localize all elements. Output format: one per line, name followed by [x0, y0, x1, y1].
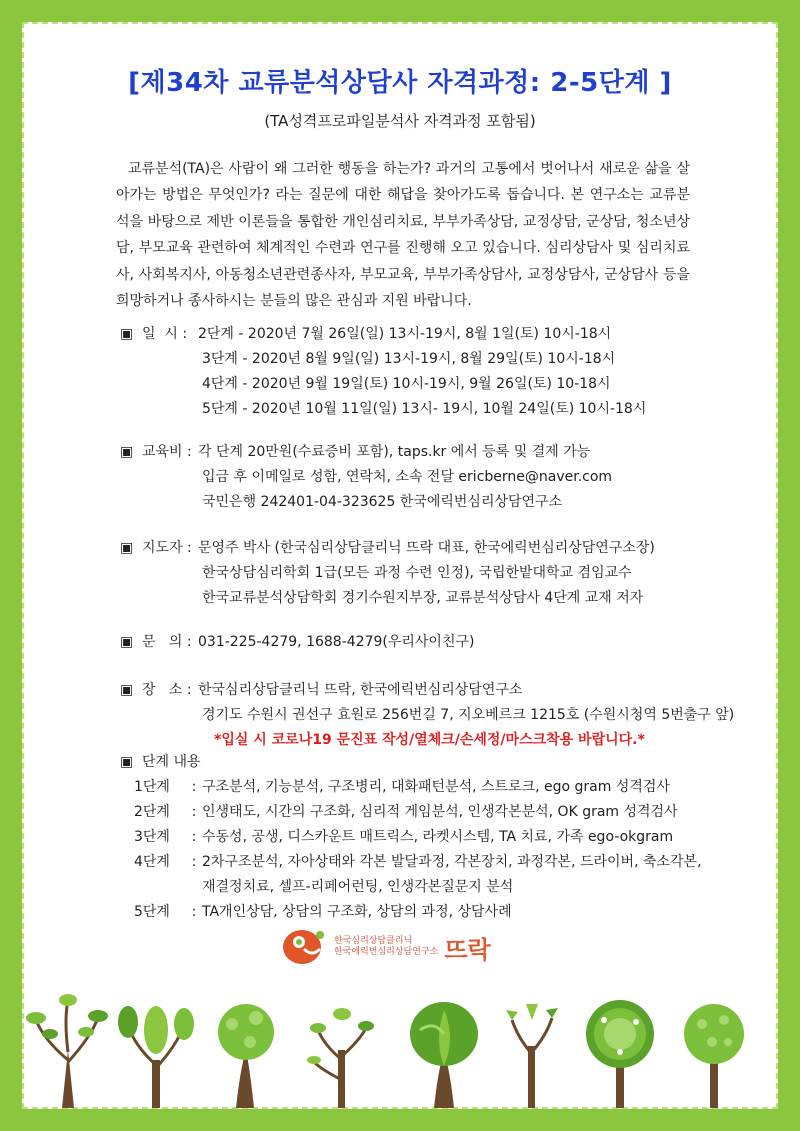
- stage-name: 2단계: [134, 804, 170, 820]
- stage-row: [120, 900, 702, 925]
- stage-name: 4단계: [134, 854, 170, 870]
- fee-line: 국민은행 242401-04-323625 한국에릭번심리상담연구소: [202, 494, 563, 510]
- logo-brand: 뜨락: [444, 935, 491, 964]
- stage-row: [120, 800, 702, 825]
- stage-separator: :: [191, 904, 197, 920]
- contact-section: [120, 630, 474, 655]
- schedule-line: 2단계 - 2020년 7월 26일(일) 13시-19시, 8월 1일(토) 10시-18시: [198, 326, 612, 342]
- stage-row: [120, 825, 702, 850]
- instructor-line: 한국상담심리학회 1급(모든 과정 수련 인정), 국립한밭대학교 겸임교수: [202, 565, 632, 581]
- place-section: [120, 678, 734, 753]
- tree-icon: [26, 994, 108, 1108]
- tree-icon: [684, 1004, 744, 1108]
- page-subtitle: (TA성격프로파일분석사 자격과정 포함됨): [264, 112, 536, 130]
- fee-line: 각 단계 20만원(수료증비 포함), taps.kr 에서 등록 및 결제 가능: [198, 444, 591, 460]
- stage-content: 구조분석, 기능분석, 구조병리, 대화패턴분석, 스트로크, ego gram 성격검사: [202, 779, 670, 795]
- section-bullet: ▣: [120, 540, 134, 556]
- clinic-logo: [282, 926, 491, 968]
- stages-section: [120, 750, 702, 925]
- stage-row: [120, 850, 702, 875]
- tree-icon: [218, 1004, 274, 1108]
- page-title: [제34차 교류분석상담사 자격과정: 2-5단계 ]: [128, 68, 672, 98]
- place-label: 장 소 :: [142, 682, 192, 698]
- logo-text: [334, 930, 491, 965]
- fee-section: [120, 440, 612, 515]
- schedule-line: 4단계 - 2020년 9월 19일(토) 10시-19시, 9월 26일(토) 10-18시: [202, 376, 611, 392]
- stage-content: 인생태도, 시간의 구조화, 심리적 게임분석, 인생각본분석, OK gram 성격검사: [202, 804, 678, 820]
- contact-phone: 031-225-4279, 1688-4279(우리사이친구): [198, 634, 475, 650]
- stage-name: 3단계: [134, 829, 170, 845]
- stage-separator: :: [191, 854, 197, 870]
- stage-separator: :: [191, 829, 197, 845]
- stage-content-continued: 재결정치료, 셀프-리페어런팅, 인생각본질문지 분석: [202, 879, 514, 895]
- stage-name: 1단계: [134, 779, 170, 795]
- stage-separator: :: [191, 779, 197, 795]
- stages-label: 단계 내용: [142, 754, 201, 770]
- schedule-label: 일 시 :: [142, 326, 188, 342]
- stage-row: [120, 775, 702, 800]
- schedule-line: 5단계 - 2020년 10월 11일(일) 13시- 19시, 10월 24일(토) 10시-18시: [202, 401, 647, 417]
- place-address: 경기도 수원시 권선구 효원로 256번길 7, 지오베르크 1215호 (수원시청역 5번출구 앞): [202, 707, 735, 723]
- fee-line: 입금 후 이메일로 성함, 연락처, 소속 전달 ericberne@naver.com: [202, 469, 613, 485]
- instructor-line: 문영주 박사 (한국심리상담클리닉 뜨락 대표, 한국에릭번심리상담연구소장): [198, 540, 655, 556]
- schedule-section: [120, 322, 646, 422]
- stage-content: 2차구조분석, 자아상태와 각본 발달과정, 각본장치, 과정각본, 드라이버, 축소각본,: [202, 854, 702, 870]
- decorative-trees-illustration: [24, 990, 776, 1108]
- tree-icon: [586, 1000, 654, 1108]
- fee-label: 교육비 :: [142, 444, 192, 460]
- place-line: 한국심리상담클리닉 뜨락, 한국에릭번심리상담연구소: [198, 682, 523, 698]
- stage-separator: :: [191, 804, 197, 820]
- logo-institute-name: 한국에릭번심리상담연구소: [334, 947, 439, 957]
- instructor-line: 한국교류분석상담학회 경기수원지부장, 교류분석상담사 4단계 교재 저자: [202, 590, 644, 606]
- logo-clinic-name: 한국심리상담클리닉: [334, 936, 413, 946]
- instructor-label: 지도자 :: [142, 540, 192, 556]
- tree-icon: [118, 1006, 194, 1108]
- section-bullet: ▣: [120, 634, 134, 650]
- tree-icon: [307, 1008, 374, 1108]
- stage-name: 5단계: [134, 904, 170, 920]
- logo-mark-icon: [282, 927, 326, 967]
- section-bullet: ▣: [120, 754, 134, 770]
- intro-paragraph: 교류분석(TA)은 사람이 왜 그러한 행동을 하는가? 과거의 고통에서 벗어나서 새로운 삶을 살아가는 방법은 무엇인가? 라는 질문에 대한 해답을 찾아가도록 돕습니다. 본 연구소는 교류분석을 바탕으로 제반 이론들을 통합한 개인심리치료, 부부가족상담, 교정상담, 군상담, 청소년상담, 부모교육 관련하여 체계적인 수련과 연구를 진행해 오고 있습니다. 심리상담사 및 심리치료사, 사회복지사, 아동청소년관련종사자, 부모교육, 부부가족상담사, 교정상담사, 군상담사 등을 희망하거나 종사하시는 분들의 많은 관심과 지원 바랍니다.: [116, 161, 690, 310]
- tree-icon: [506, 1004, 558, 1108]
- section-bullet: ▣: [120, 444, 134, 460]
- covid-notice: *입실 시 코로나19 문진표 작성/열체크/손세정/마스크착용 바랍니다.*: [214, 732, 645, 748]
- contact-label: 문 의 :: [142, 634, 192, 650]
- stage-content: TA개인상담, 상담의 구조화, 상담의 과정, 상담사례: [202, 904, 512, 920]
- section-bullet: ▣: [120, 682, 134, 698]
- tree-icon: [410, 1002, 478, 1108]
- instructor-section: [120, 536, 655, 611]
- section-bullet: ▣: [120, 326, 134, 342]
- stage-content: 수동성, 공생, 디스카운트 매트릭스, 라켓시스템, TA 치료, 가족 ego-okgram: [202, 829, 674, 845]
- schedule-line: 3단계 - 2020년 8월 9일(일) 13시-19시, 8월 29일(토) 10시-18시: [202, 351, 616, 367]
